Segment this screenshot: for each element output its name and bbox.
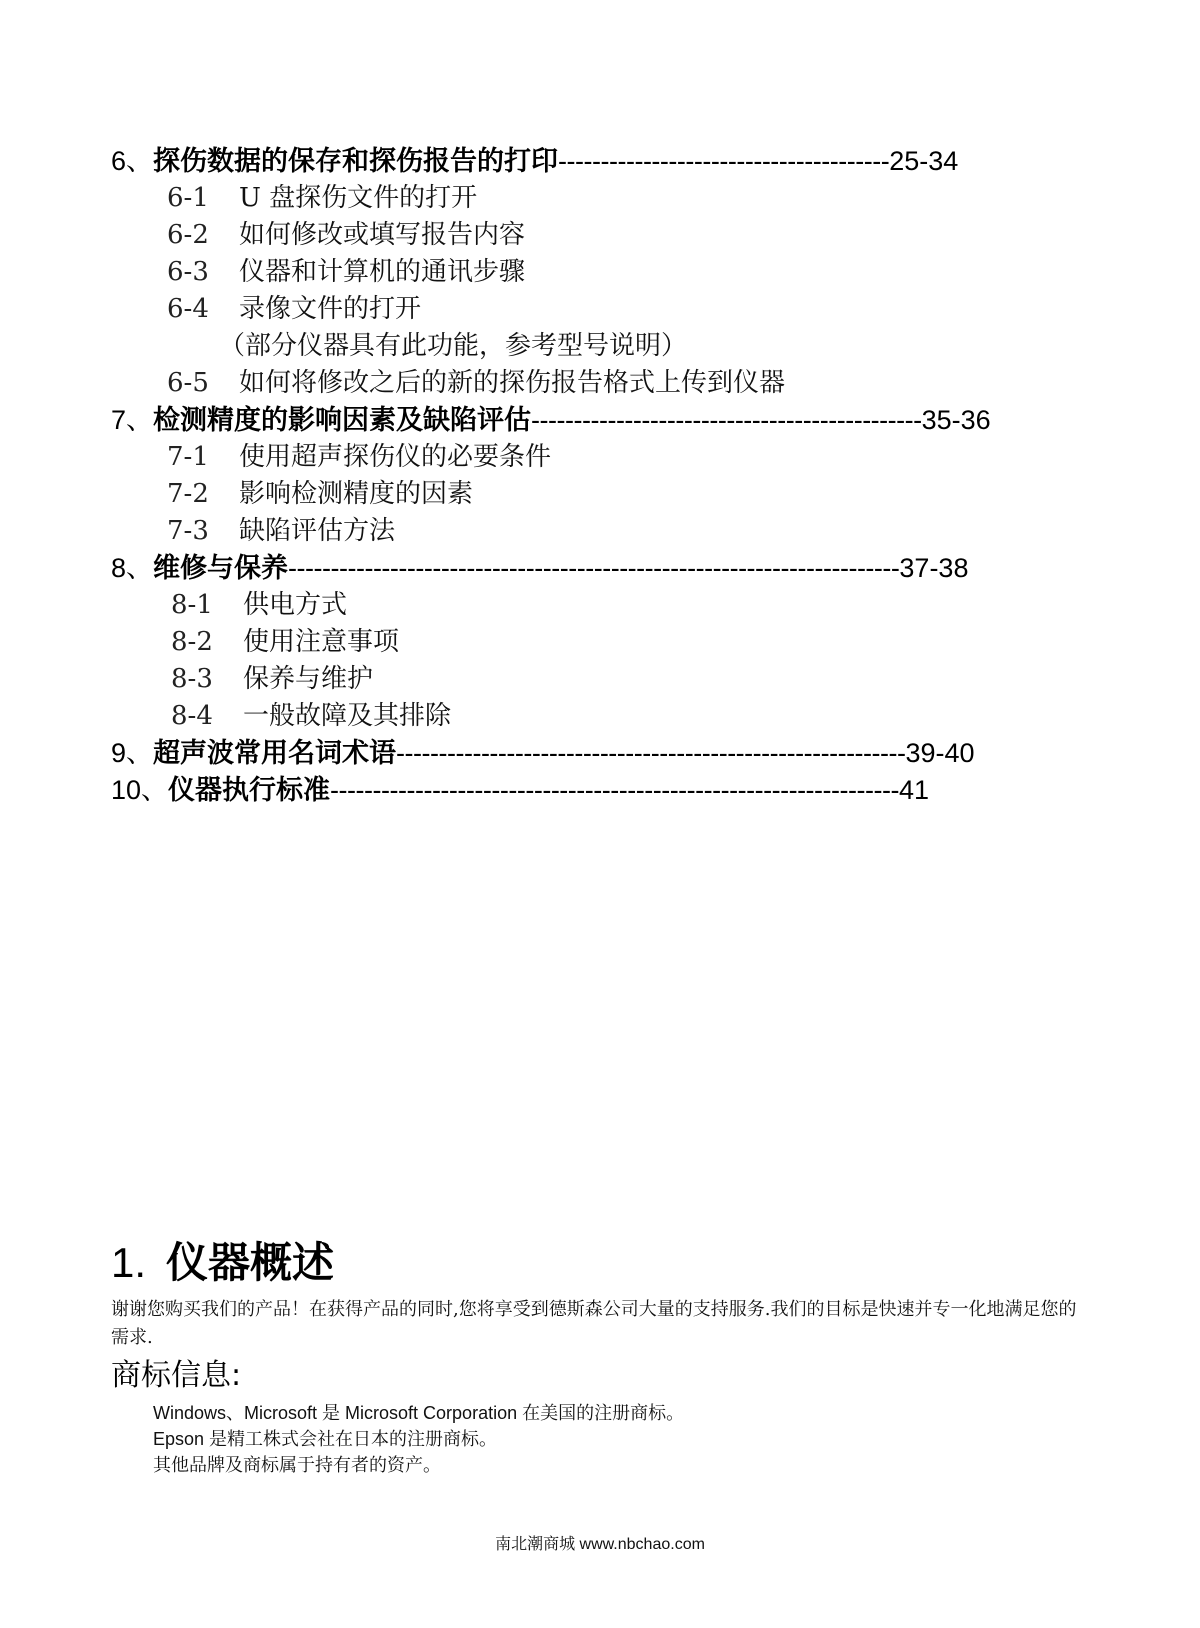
toc-item-text: 一般故障及其排除	[243, 701, 452, 731]
toc-item-number: 6-1	[167, 183, 209, 213]
toc-heading-8[interactable]	[111, 550, 1111, 587]
toc-item-number: 6-2	[167, 220, 209, 250]
toc-leader: ------------------------------------------------------------	[396, 738, 906, 768]
toc-heading-10[interactable]	[111, 772, 1111, 809]
toc-heading-title: 超声波常用名词术语	[153, 738, 397, 768]
toc-item-number: 6-4	[167, 294, 209, 324]
toc-item-number: 8-1	[171, 590, 213, 620]
table-of-contents	[111, 143, 1111, 809]
toc-leader: ----------------------------------------------	[531, 405, 922, 435]
toc-item-7-2[interactable]	[111, 476, 1111, 513]
intro-paragraph: 谢谢您购买我们的产品！在获得产品的同时,您将享受到德斯森公司大量的支持服务.我们的目标是快速并专一化地满足您的需求.	[111, 1299, 1077, 1348]
toc-item-8-4[interactable]	[111, 698, 1111, 735]
section-title	[111, 1236, 1091, 1290]
toc-item-number: 8-4	[171, 701, 213, 731]
toc-leader: ---------------------------------------	[558, 146, 890, 176]
toc-item-number: 7-1	[167, 442, 209, 472]
toc-item-6-3[interactable]	[111, 254, 1111, 291]
toc-page-range: 35-36	[921, 405, 991, 435]
toc-item-6-1[interactable]	[111, 180, 1111, 217]
trademark-list	[111, 1400, 1091, 1478]
toc-item-number: 8-2	[171, 627, 213, 657]
section-overview	[111, 1236, 1091, 1478]
toc-item-text: 供电方式	[243, 590, 348, 620]
toc-item-number: 7-3	[167, 516, 209, 546]
trademark-line: Epson 是精工株式会社在日本的注册商标。	[153, 1429, 498, 1449]
toc-leader: -------------------------------------------------------------------	[330, 775, 899, 805]
toc-item-6-4[interactable]	[111, 291, 1111, 328]
toc-item-number: 6-3	[167, 257, 209, 287]
toc-heading-title: 检测精度的影响因素及缺陷评估	[153, 405, 532, 435]
toc-item-number: 8-3	[171, 664, 213, 694]
toc-item-7-3[interactable]	[111, 513, 1111, 550]
toc-page-range: 39-40	[905, 738, 975, 768]
toc-item-text: 使用超声探伤仪的必要条件	[239, 442, 552, 472]
trademark-heading: 商标信息:	[111, 1358, 242, 1393]
page-footer: 南北潮商城 www.nbchao.com	[495, 1536, 705, 1553]
toc-heading-title: 维修与保养	[153, 553, 289, 583]
trademark-line: Windows、Microsoft 是 Microsoft Corporation 在美国的注册商标。	[153, 1403, 685, 1423]
toc-item-text: 如何修改或填写报告内容	[239, 220, 526, 250]
section-title-text: 仪器概述	[166, 1239, 335, 1286]
toc-item-number: 6-5	[167, 368, 209, 398]
toc-leader: ------------------------------------------------------------------------	[288, 553, 900, 583]
section-number: 1.	[111, 1239, 147, 1286]
toc-page-range: 25-34	[889, 146, 959, 176]
toc-item-text: 使用注意事项	[243, 627, 400, 657]
toc-item-text: 如何将修改之后的新的探伤报告格式上传到仪器	[239, 368, 786, 398]
toc-heading-number: 10、	[111, 775, 169, 805]
toc-item-7-1[interactable]	[111, 439, 1111, 476]
toc-item-8-3[interactable]	[111, 661, 1111, 698]
toc-item-8-1[interactable]	[111, 587, 1111, 624]
toc-heading-title: 仪器执行标准	[168, 775, 331, 805]
toc-heading-number: 6、	[111, 146, 154, 176]
toc-item-text: 影响检测精度的因素	[239, 479, 474, 509]
toc-heading-6[interactable]	[111, 143, 1111, 180]
toc-item-6-2[interactable]	[111, 217, 1111, 254]
toc-heading-7[interactable]	[111, 402, 1111, 439]
toc-heading-number: 7、	[111, 405, 154, 435]
toc-item-text: 录像文件的打开	[239, 294, 422, 324]
toc-item-8-2[interactable]	[111, 624, 1111, 661]
toc-item-text: U 盘探伤文件的打开	[239, 183, 478, 213]
trademark-line: 其他品牌及商标属于持有者的资产。	[153, 1455, 441, 1475]
toc-heading-number: 8、	[111, 553, 154, 583]
toc-item-text: 缺陷评估方法	[239, 516, 396, 546]
toc-item-note: （部分仪器具有此功能，参考型号说明）	[219, 331, 688, 361]
toc-page-range: 41	[898, 775, 930, 805]
toc-heading-title: 探伤数据的保存和探伤报告的打印	[153, 146, 559, 176]
toc-heading-number: 9、	[111, 738, 154, 768]
toc-page-range: 37-38	[899, 553, 969, 583]
toc-item-number: 7-2	[167, 479, 209, 509]
toc-heading-9[interactable]	[111, 735, 1111, 772]
toc-item-6-5[interactable]	[111, 365, 1111, 402]
toc-item-text: 仪器和计算机的通讯步骤	[239, 257, 526, 287]
toc-item-text: 保养与维护	[243, 664, 374, 694]
